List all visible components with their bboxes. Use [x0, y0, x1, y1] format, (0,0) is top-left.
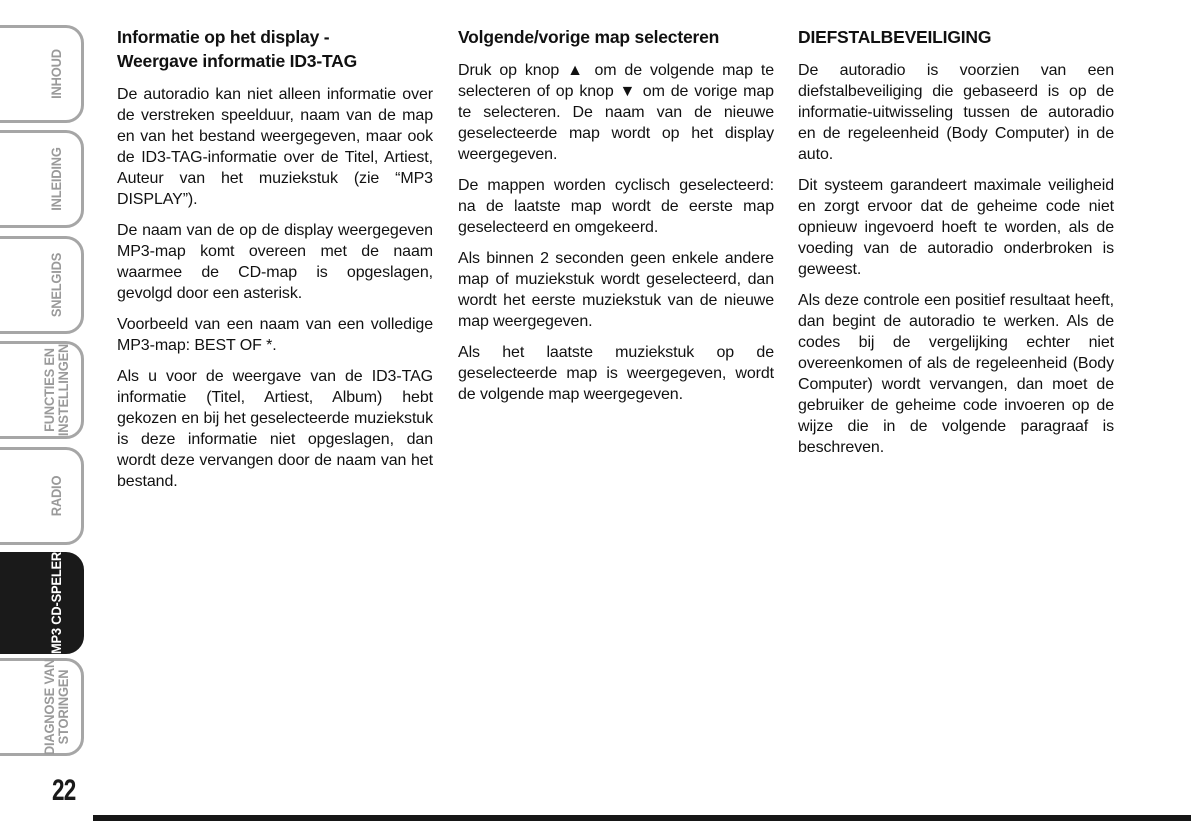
- sidebar-tab-snelgids[interactable]: [0, 236, 84, 334]
- sidebar-tab-radio[interactable]: [0, 447, 84, 545]
- sidebar-tab-diagnose-van-storingen[interactable]: [0, 658, 84, 756]
- column-map-selecteren: [458, 25, 774, 415]
- section-heading: Informatie op het display - Weergave informatie ID3-TAG: [117, 27, 357, 71]
- tab-label: INLEIDING: [48, 147, 64, 211]
- paragraph: Voorbeeld van een naam van een volledige MP3-map: BEST OF *.: [117, 316, 433, 354]
- paragraph: Druk op knop ▲ om de volgende map te selecteren of op knop ▼ om de vorige map te selecteren. De naam van de nieuwe geselecteerde map wordt op het display weergegeven.: [458, 62, 774, 163]
- sidebar-tab-inleiding[interactable]: [0, 130, 84, 228]
- paragraph: De mappen worden cyclisch geselecteerd: na de laatste map wordt de eerste map geselecteerd en omgekeerd.: [458, 177, 774, 236]
- tab-label: RADIO: [48, 475, 64, 517]
- paragraph: De naam van de op de display weergegeven MP3-map komt overeen met de naam waarmee de CD-map is opgeslagen, gevolgd door een asterisk.: [117, 222, 433, 302]
- page-number: 22: [52, 774, 76, 807]
- tab-label: MP3 CD-SPELER: [48, 551, 64, 655]
- paragraph: De autoradio kan niet alleen informatie over de verstreken speelduur, naam van de map en van het bestand weergegeven, maar ook de ID3-TAG-informatie over de Titel, Artiest, Auteur van het muziekstuk (zie “MP3 DISPLAY”).: [117, 86, 433, 208]
- tab-label: DIAGNOSE VAN STORINGEN: [41, 658, 71, 756]
- paragraph: De autoradio is voorzien van een diefstalbeveiliging die gebaseerd is op de informatie-uitwisseling tussen de autoradio en de regeleenheid (Body Computer) in de auto.: [798, 62, 1114, 163]
- page-edge-bar: [93, 815, 1191, 821]
- sidebar-tab-functies-en-instellingen[interactable]: [0, 341, 84, 439]
- sidebar-tab-inhoud[interactable]: [0, 25, 84, 123]
- column-display-informatie: [117, 25, 433, 502]
- tab-label: INHOUD: [48, 49, 64, 99]
- section-heading: DIEFSTALBEVEILIGING: [798, 27, 992, 47]
- section-heading: Volgende/vorige map selecteren: [458, 27, 720, 47]
- paragraph: Als u voor de weergave van de ID3-TAG informatie (Titel, Artiest, Album) hebt gekozen en bij het geselecteerde muziekstuk is deze informatie niet opgeslagen, dan wordt deze vervangen door de naam van het bestand.: [117, 368, 433, 490]
- paragraph: Als binnen 2 seconden geen enkele andere map of muziekstuk wordt geselecteerd, dan wordt het eerste muziekstuk van de nieuwe map weergegeven.: [458, 250, 774, 330]
- paragraph: Dit systeem garandeert maximale veiligheid en zorgt ervoor dat de geheime code niet opnieuw ingevoerd hoeft te worden, als de voeding van de autoradio onderbroken is geweest.: [798, 177, 1114, 278]
- tab-label: FUNCTIES EN INSTELLINGEN: [41, 343, 71, 437]
- paragraph: Als deze controle een positief resultaat heeft, dan begint de autoradio te werken. Als de codes bij de vergelijking echter niet overeenkomen of als de regeleenheid (Body Computer) wordt vervangen, dan moet de gebruiker de geheime code invoeren op de wijze die in de volgende paragraaf is beschreven.: [798, 292, 1114, 456]
- column-diefstalbeveiliging: [798, 25, 1114, 468]
- sidebar-tab-mp3-cd-speler[interactable]: [0, 552, 84, 654]
- paragraph: Als het laatste muziekstuk op de geselecteerde map is weergegeven, wordt de volgende map weergegeven.: [458, 344, 774, 403]
- tab-label: SNELGIDS: [48, 252, 64, 318]
